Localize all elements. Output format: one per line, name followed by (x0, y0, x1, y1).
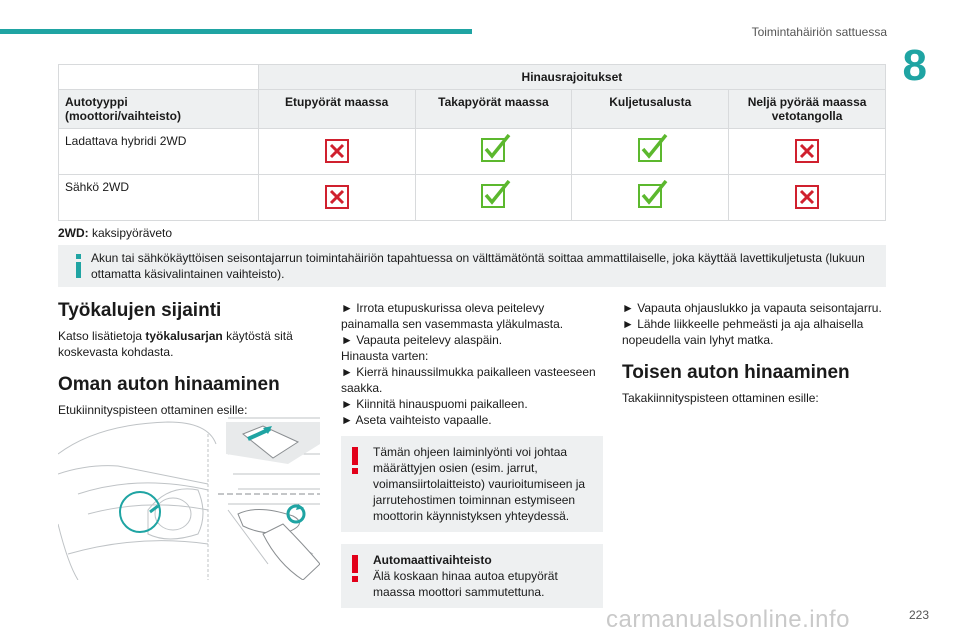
warning-text: Tämän ohjeen laiminlyönti voi johtaa määrättyjen osien (esim. jarrut, voimansiirtolaitteisto) vaurioitumiseen ja jarrutehostimen toiminnan estymiseen moottorin käynnistyksen yhteydessä. (373, 445, 586, 523)
warning-text: Älä koskaan hinaa autoa etupyörät maassa moottori sammutettuna. (373, 569, 558, 599)
step-remove-cover: ► Irrota etupuskurissa oleva peitelevy painamalla sen vasemmasta yläkulmasta. (341, 301, 564, 331)
watermark: carmanualsonline.info (606, 606, 850, 633)
automatic-gearbox-warning (341, 544, 603, 608)
warning-icon (351, 447, 359, 475)
abbreviation-term: 2WD: (58, 226, 89, 240)
abbreviation-note (58, 226, 172, 240)
column-header-tow-bar: Neljä pyörää maassa vetotangolla (729, 90, 886, 129)
step-screw-eye: ► Kierrä hinaussilmukka paikalleen vasteeseen saakka. (341, 365, 596, 395)
chapter-number: 8 (902, 41, 927, 90)
other-vehicle-towing-text: Takakiinnityspisteen ottaminen esille: (622, 391, 819, 405)
yes-icon (638, 140, 662, 164)
own-vehicle-towing-heading: Oman auton hinaaminen (58, 374, 280, 395)
table-corner-cell (59, 65, 259, 90)
step-drive-slowly: ► Lähde liikkeelle pehmeästi ja aja alhaisella nopeudella vain lyhyt matka. (622, 317, 864, 347)
other-vehicle-towing-heading: Toisen auton hinaaminen (622, 362, 850, 383)
tools-text-bold: työkalusarjan (145, 329, 223, 343)
column-right (622, 300, 884, 406)
yes-icon (481, 186, 505, 210)
no-icon (325, 185, 349, 209)
warning-icon (351, 555, 359, 583)
step-release-lock: ► Vapauta ohjauslukko ja vapauta seisontajarru. (622, 301, 882, 315)
column-left (58, 300, 320, 418)
front-tow-point-illustration (58, 414, 320, 580)
header-accent-bar (0, 29, 472, 34)
towing-subheading: Hinausta varten: (341, 349, 429, 363)
no-icon (325, 139, 349, 163)
table-group-header: Hinausrajoitukset (258, 65, 885, 90)
towing-restrictions-table (58, 64, 886, 221)
column-middle (341, 300, 603, 608)
info-icon (74, 252, 84, 280)
row-label: Sähkö 2WD (59, 175, 259, 221)
warning-note (341, 436, 603, 532)
step-attach-bar: ► Kiinnitä hinauspuomi paikalleen. (341, 397, 528, 411)
column-header-flatbed: Kuljetusalusta (572, 90, 729, 129)
info-note (58, 245, 886, 287)
abbreviation-definition: kaksipyöräveto (88, 226, 173, 240)
tools-text-part: Katso lisätietoja (58, 329, 146, 343)
table-row (59, 129, 886, 175)
table-row (59, 175, 886, 221)
tools-location-text (58, 328, 320, 360)
own-vehicle-towing-text: Etukiinnityspisteen ottaminen esille: (58, 403, 248, 417)
step-neutral: ► Aseta vaihteisto vapaalle. (341, 413, 492, 427)
column-header-rear-wheels: Takapyörät maassa (415, 90, 572, 129)
page-number: 223 (908, 608, 929, 622)
tools-text-part: käytöstä sitä koskevasta kohdasta. (58, 329, 293, 359)
yes-icon (481, 140, 505, 164)
column-header-front-wheels: Etupyörät maassa (258, 90, 415, 129)
warning-title: Automaattivaihteisto (373, 553, 492, 567)
no-icon (795, 139, 819, 163)
yes-icon (638, 186, 662, 210)
section-title: Toimintahäiriön sattuessa (751, 25, 887, 39)
tools-location-heading: Työkalujen sijainti (58, 300, 222, 321)
row-label: Ladattava hybridi 2WD (59, 129, 259, 175)
info-text: Akun tai sähkökäyttöisen seisontajarrun toimintahäiriön tapahtuessa on välttämätöntä soittaa ammattilaiselle, joka käyttää lavettikuljetusta (lukuun ottamatta käsivalintainen vaihteisto). (91, 251, 865, 281)
step-release-cover: ► Vapauta peitelevy alaspäin. (341, 333, 503, 347)
no-icon (795, 185, 819, 209)
column-header-vehicle-type: Autotyyppi (moottori/vaihteisto) (59, 90, 259, 129)
